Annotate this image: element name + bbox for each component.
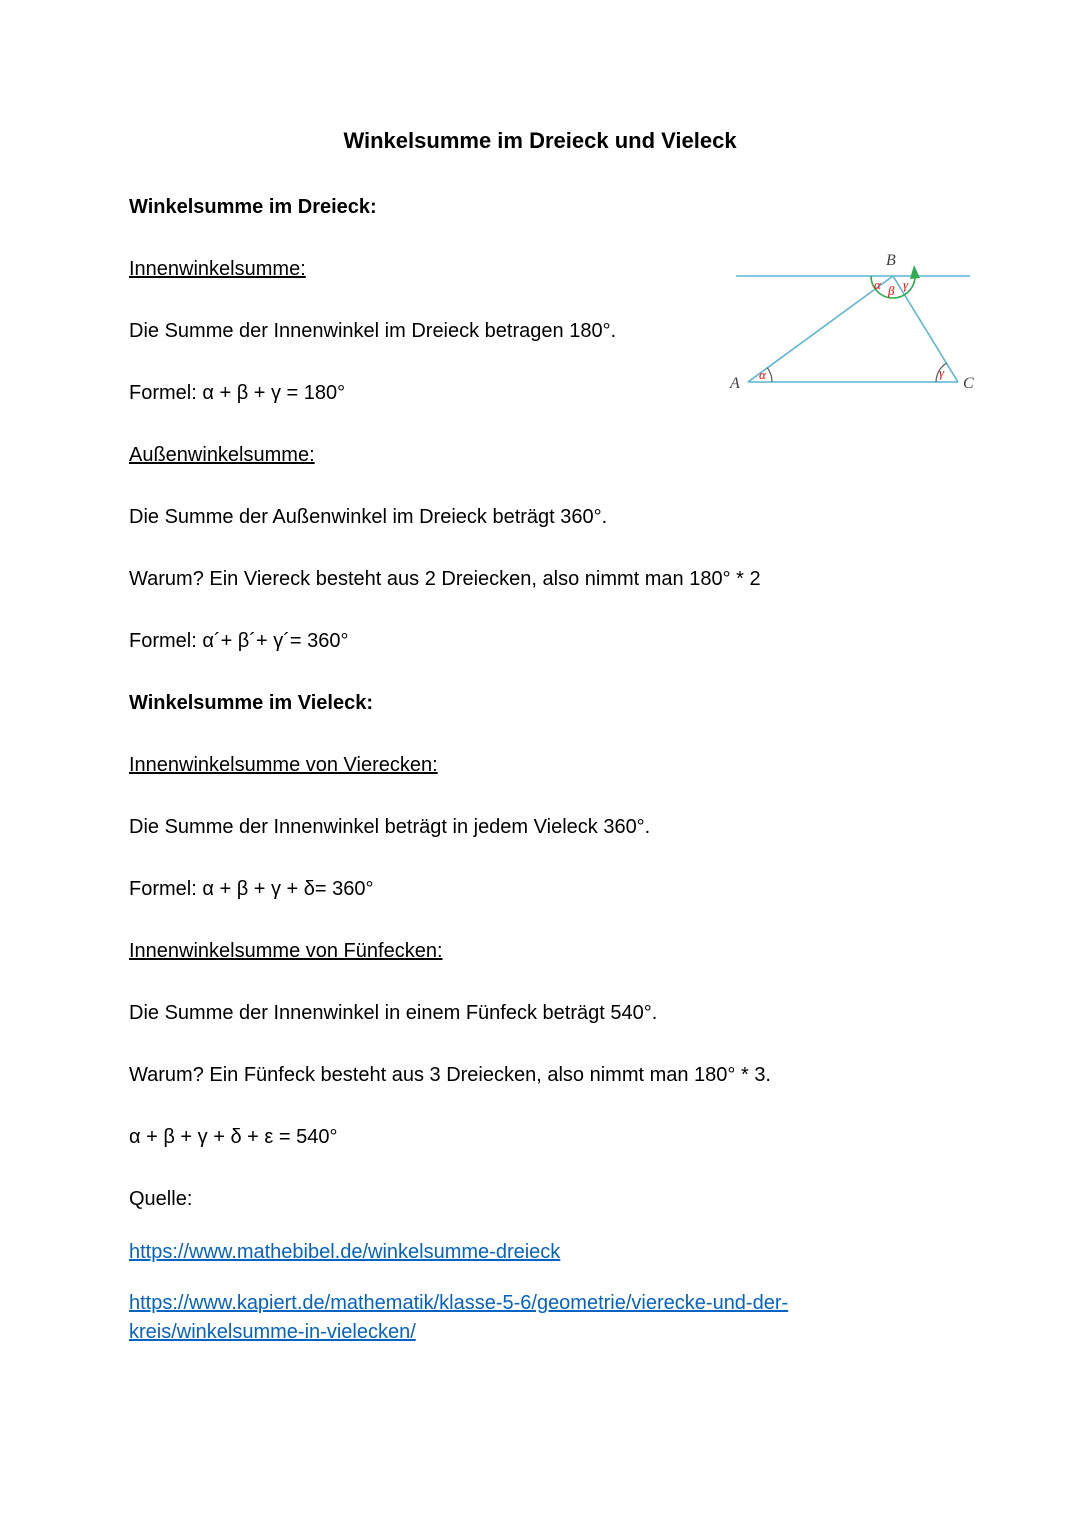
subheading-innenwinkelsumme: Innenwinkelsumme: (129, 258, 306, 280)
text-aussenwinkel-dreieck: Die Summe der Außenwinkel im Dreieck beträgt 360°. (129, 506, 608, 528)
triangle-diagram-svg (728, 250, 978, 402)
vertex-label-a: A (730, 375, 740, 392)
heading-winkelsumme-vieleck: Winkelsumme im Vieleck: (129, 692, 374, 714)
triangle-diagram (728, 250, 978, 402)
formula-innenwinkel-viereck: Formel: α + β + γ + δ= 360° (129, 878, 374, 900)
heading-winkelsumme-dreieck: Winkelsumme im Dreieck: (129, 196, 377, 218)
angle-mark-at-a (767, 368, 772, 382)
angle-label-beta-b: β (888, 283, 895, 298)
link-kapiert[interactable]: https://www.kapiert.de/mathematik/klasse-5-6/geometrie/vierecke-und-der-kreis/winkelsumme-in-vielecken/ (129, 1292, 789, 1343)
text-warum-viereck: Warum? Ein Viereck besteht aus 2 Dreiecken, also nimmt man 180° * 2 (129, 568, 761, 590)
text-innenwinkel-dreieck: Die Summe der Innenwinkel im Dreieck betragen 180°. (129, 320, 617, 342)
subheading-innenwinkel-fuenfecken: Innenwinkelsumme von Fünfecken: (129, 940, 443, 962)
subheading-aussenwinkelsumme: Außenwinkelsumme: (129, 444, 315, 466)
triangle-edge-ab (748, 276, 893, 382)
formula-aussenwinkel-dreieck: Formel: α´+ β´+ γ´= 360° (129, 630, 349, 652)
arc-arrow-icon (910, 265, 920, 279)
angle-label-gamma-b: γ (903, 277, 909, 292)
text-innenwinkel-vieleck: Die Summe der Innenwinkel beträgt in jedem Vieleck 360°. (129, 816, 651, 838)
source-link-line-1 (129, 1238, 951, 1267)
formula-innenwinkel-dreieck: Formel: α + β + γ = 180° (129, 382, 346, 404)
vertex-label-c: C (963, 375, 974, 392)
vertex-label-b: B (886, 252, 896, 269)
link-mathebibel[interactable]: https://www.mathebibel.de/winkelsumme-dreieck (129, 1241, 561, 1263)
page-title: Winkelsumme im Dreieck und Vieleck (343, 128, 737, 153)
angle-label-gamma-c: γ (939, 365, 945, 380)
source-label: Quelle: (129, 1188, 193, 1210)
text-innenwinkel-fuenfeck: Die Summe der Innenwinkel in einem Fünfeck beträgt 540°. (129, 1002, 658, 1024)
angle-label-alpha-a: α (759, 367, 766, 382)
subheading-innenwinkel-vierecken: Innenwinkelsumme von Vierecken: (129, 754, 438, 776)
text-warum-fuenfeck: Warum? Ein Fünfeck besteht aus 3 Dreiecken, also nimmt man 180° * 3. (129, 1064, 771, 1086)
formula-innenwinkel-fuenfeck: α + β + γ + δ + ε = 540° (129, 1126, 338, 1148)
source-link-line-2 (129, 1289, 881, 1347)
angle-label-alpha-b: α (874, 277, 881, 292)
